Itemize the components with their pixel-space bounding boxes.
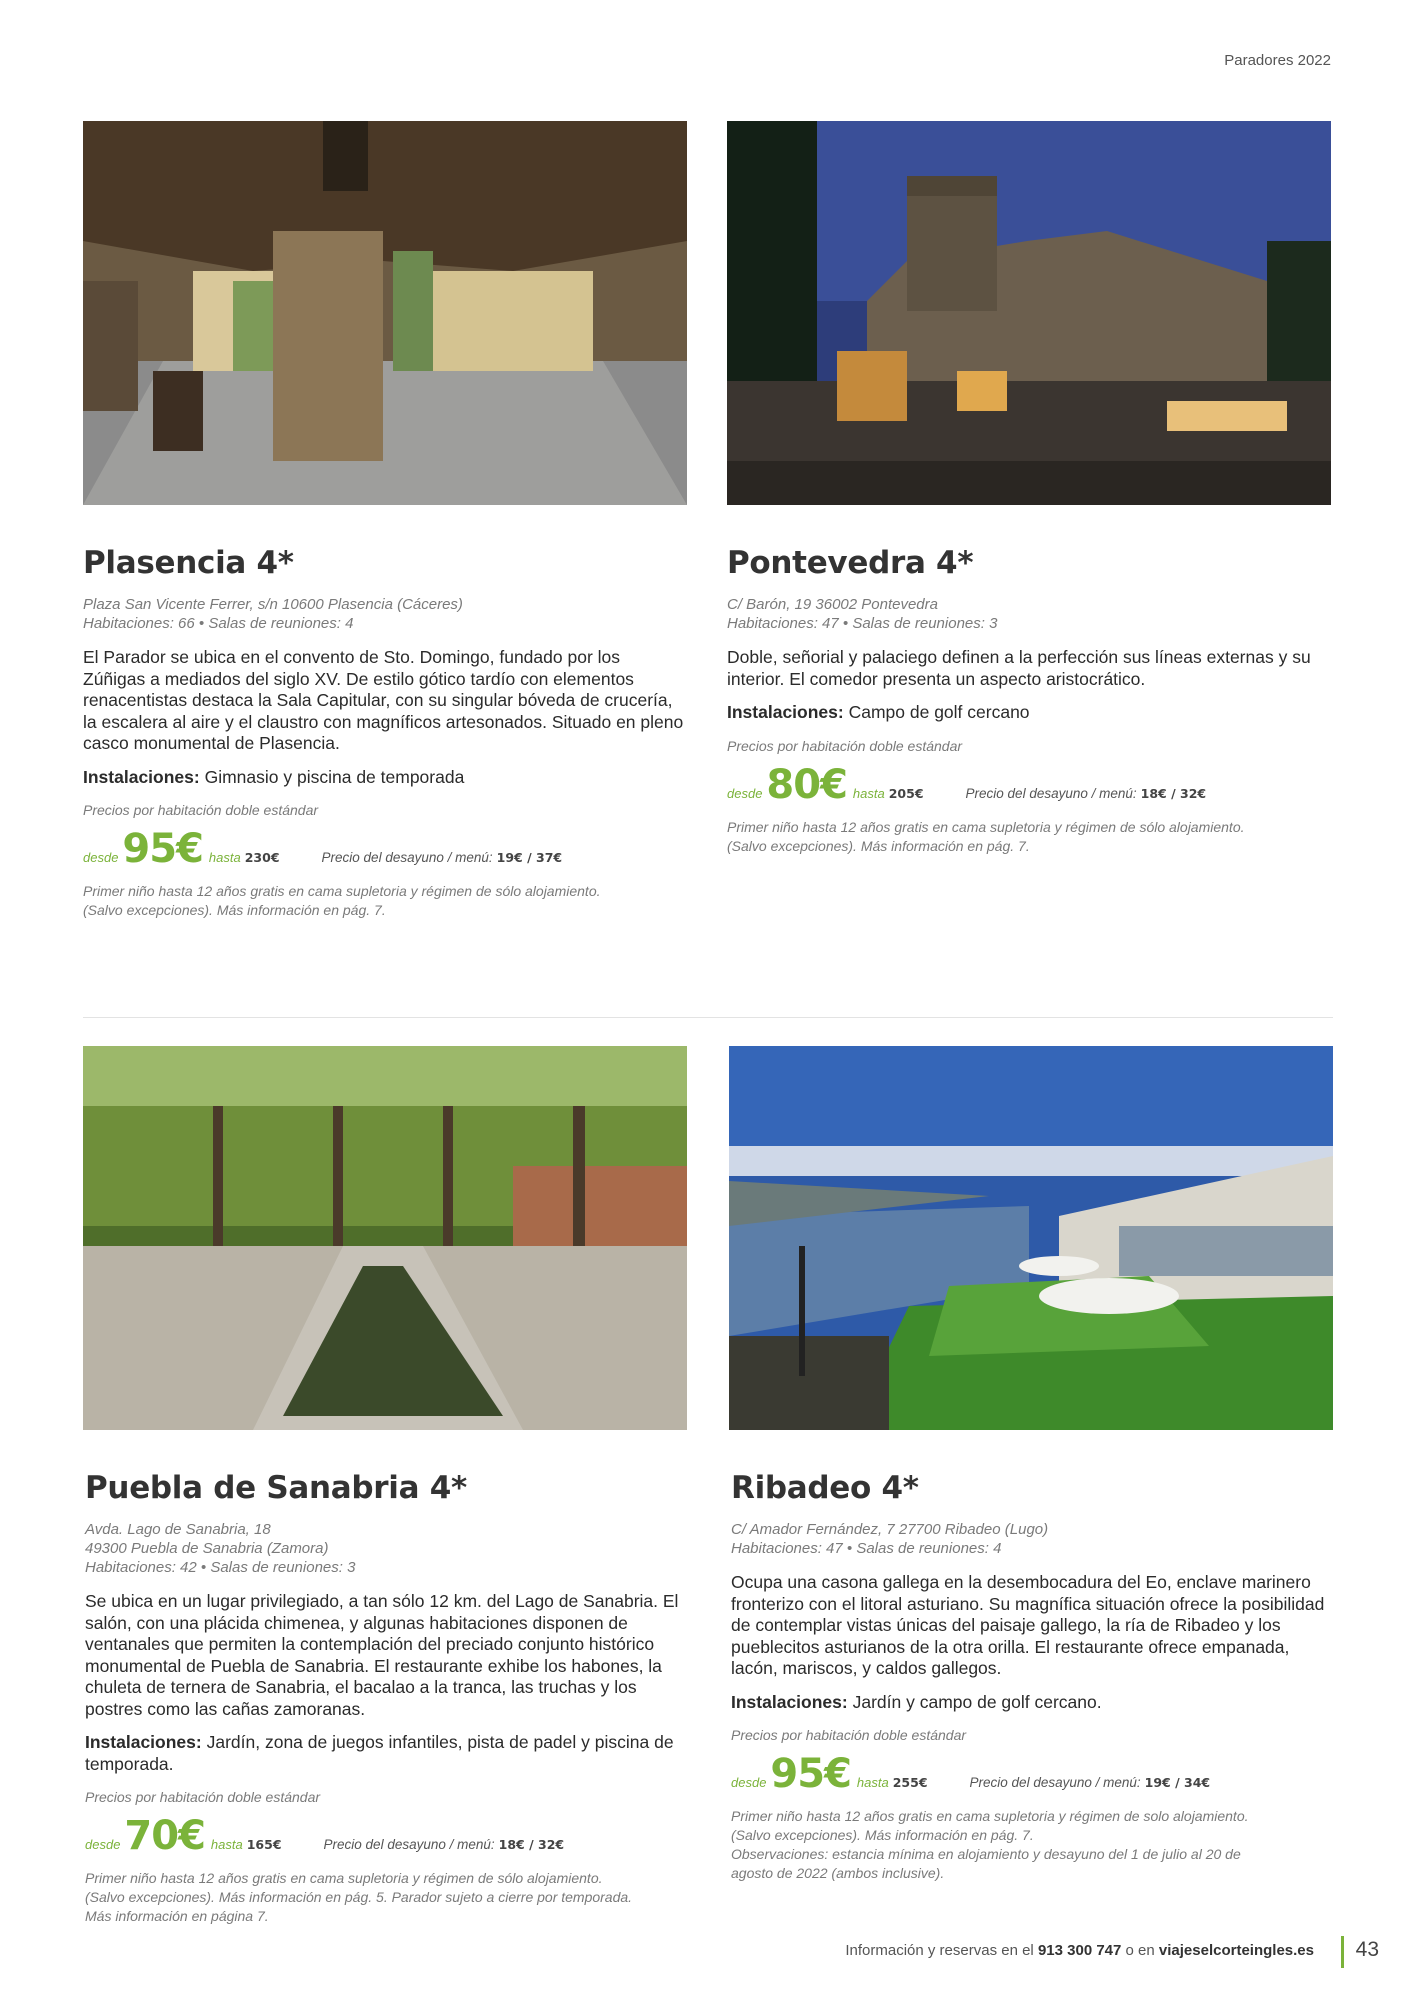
price-from-label: desde bbox=[83, 850, 119, 865]
price-from-label: desde bbox=[85, 1837, 121, 1852]
meal-price-label: Precio del desayuno / menú: bbox=[323, 1837, 495, 1852]
parador-card-ribadeo bbox=[731, 1470, 1335, 1883]
pontevedra-palace-photo bbox=[727, 121, 1331, 505]
price-note: Precios por habitación doble estándar bbox=[731, 1727, 967, 1743]
footer-accent-bar bbox=[1341, 1936, 1344, 1968]
footer-contact: Información y reservas en el 913 300 747 o en viajeselcorteingles.es bbox=[845, 1942, 1314, 1959]
card-address-line: Avda. Lago de Sanabria, 18 bbox=[85, 1521, 271, 1538]
meal-price-value: 18€ / 32€ bbox=[1140, 785, 1207, 801]
card-address-line: 49300 Puebla de Sanabria (Zamora) bbox=[85, 1540, 329, 1557]
price-amount: 95€ bbox=[770, 1751, 851, 1797]
price-row bbox=[727, 762, 1331, 808]
card-description: Doble, señorial y palaciego definen a la perfección sus líneas externas y su interior. El comedor presenta un aspecto aristocrático. bbox=[727, 647, 1311, 689]
footer-phone[interactable]: 913 300 747 bbox=[1037, 1942, 1122, 1959]
card-address-line: C/ Barón, 19 36002 Pontevedra bbox=[727, 596, 938, 613]
price-to-label: hasta bbox=[852, 785, 885, 801]
parador-card-puebla-de-sanabria bbox=[85, 1470, 689, 1926]
price-to-label: hasta bbox=[856, 1775, 889, 1790]
card-facilities: Instalaciones: Jardín y campo de golf cercano. bbox=[731, 1691, 1102, 1712]
price-max: 230€ bbox=[244, 850, 280, 865]
fine-print: Primer niño hasta 12 años gratis en cama supletoria y régimen de solo alojamiento. (Salvo excepciones). Más información en pág. 7. Observaciones: estancia mínima en alojamiento y desayuno del 1 de julio al 20 de agosto de 2022 (ambos inclusive). bbox=[731, 1808, 1249, 1881]
meal-price-label: Precio del desayuno / menú: bbox=[965, 785, 1137, 801]
card-facilities: Instalaciones: Campo de golf cercano bbox=[727, 702, 1030, 722]
card-description: El Parador se ubica en el convento de Sto. Domingo, fundado por los Zúñigas a mediados del siglo XV. De estilo gótico tardío con elementos renacentistas destaca la Sala Capitular, con su singular bóveda de crucería, la escalera al aire y el claustro con magníficos artesonados. Situado en pleno casco monumental de Plasencia. bbox=[83, 647, 684, 753]
fine-print: Primer niño hasta 12 años gratis en cama supletoria y régimen de sólo alojamiento. (Salvo excepciones). Más información en pág. 7. bbox=[727, 818, 1245, 854]
price-to-label: hasta bbox=[208, 850, 241, 865]
section-divider bbox=[83, 1017, 1333, 1018]
price-row bbox=[85, 1813, 689, 1859]
price-amount: 80€ bbox=[766, 761, 847, 808]
meal-price-value: 19€ / 34€ bbox=[1144, 1775, 1211, 1790]
price-max: 205€ bbox=[888, 785, 924, 801]
ribadeo-terrace-photo bbox=[729, 1046, 1333, 1430]
meal-price-label: Precio del desayuno / menú: bbox=[321, 850, 493, 865]
price-max: 255€ bbox=[892, 1775, 928, 1790]
price-from-label: desde bbox=[731, 1775, 767, 1790]
price-from-label: desde bbox=[727, 785, 763, 801]
meal-price-value: 18€ / 32€ bbox=[498, 1837, 565, 1852]
card-facilities: Instalaciones: Gimnasio y piscina de temporada bbox=[83, 766, 465, 787]
card-description: Se ubica en un lugar privilegiado, a tan sólo 12 km. del Lago de Sanabria. El salón, con una plácida chimenea, y algunas habitaciones disponen de ventanales que permiten la contemplación del preciado conjunto histórico monumental de Puebla de Sanabria. El restaurante exhibe los habones, la chuleta de ternera de Sanabria, el bacalao a la tranca, las truchas y los postres como las cañas zamoranas. bbox=[85, 1591, 679, 1719]
card-title: Puebla de Sanabria 4* bbox=[85, 1470, 467, 1506]
card-title: Ribadeo 4* bbox=[731, 1470, 919, 1506]
card-rooms-line: Habitaciones: 47 • Salas de reuniones: 3 bbox=[727, 615, 998, 632]
price-amount: 70€ bbox=[124, 1813, 205, 1859]
price-note: Precios por habitación doble estándar bbox=[85, 1789, 321, 1805]
price-amount: 95€ bbox=[122, 826, 203, 872]
price-row bbox=[83, 826, 687, 872]
footer-website-link[interactable]: viajeselcorteingles.es bbox=[1158, 1942, 1314, 1959]
meal-price-value: 19€ / 37€ bbox=[496, 850, 563, 865]
price-note: Precios por habitación doble estándar bbox=[727, 737, 963, 754]
meal-price-label: Precio del desayuno / menú: bbox=[969, 1775, 1141, 1790]
card-address-line: C/ Amador Fernández, 7 27700 Ribadeo (Lugo) bbox=[731, 1521, 1049, 1538]
card-title: Plasencia 4* bbox=[83, 545, 294, 581]
card-address-line: Plaza San Vicente Ferrer, s/n 10600 Plasencia (Cáceres) bbox=[83, 596, 463, 613]
parador-card-pontevedra bbox=[727, 545, 1331, 856]
price-max: 165€ bbox=[246, 1837, 282, 1852]
card-facilities: Instalaciones: Jardín, zona de juegos infantiles, pista de padel y piscina de temporada. bbox=[85, 1732, 674, 1774]
price-to-label: hasta bbox=[210, 1837, 243, 1852]
card-rooms-line: Habitaciones: 42 • Salas de reuniones: 3 bbox=[85, 1559, 356, 1576]
puebla-sanabria-garden-photo bbox=[83, 1046, 687, 1430]
page-number: 43 bbox=[1355, 1938, 1379, 1961]
card-rooms-line: Habitaciones: 47 • Salas de reuniones: 4 bbox=[731, 1540, 1002, 1557]
card-title: Pontevedra 4* bbox=[727, 545, 974, 581]
price-note: Precios por habitación doble estándar bbox=[83, 802, 319, 818]
price-row bbox=[731, 1751, 1335, 1797]
card-rooms-line: Habitaciones: 66 • Salas de reuniones: 4 bbox=[83, 615, 354, 632]
fine-print: Primer niño hasta 12 años gratis en cama supletoria y régimen de sólo alojamiento. (Salvo excepciones). Más información en pág. 7. bbox=[83, 883, 601, 918]
running-header: Paradores 2022 bbox=[1224, 52, 1331, 69]
plasencia-cloister-photo bbox=[83, 121, 687, 505]
fine-print: Primer niño hasta 12 años gratis en cama supletoria y régimen de sólo alojamiento. (Salvo excepciones). Más información en pág. 5. Parador sujeto a cierre por temporada. Más información en página 7. bbox=[85, 1870, 633, 1924]
parador-card-plasencia bbox=[83, 545, 687, 920]
card-description: Ocupa una casona gallega en la desembocadura del Eo, enclave marinero fronterizo con el litoral asturiano. Su magnífica situación ofrece la posibilidad de contemplar vistas únicas del paisaje gallego, la ría de Ribadeo y los pueblecitos asturianos de la otra orilla. El restaurante ofrece empanada, lacón, mariscos, y caldos gallegos. bbox=[731, 1572, 1325, 1678]
